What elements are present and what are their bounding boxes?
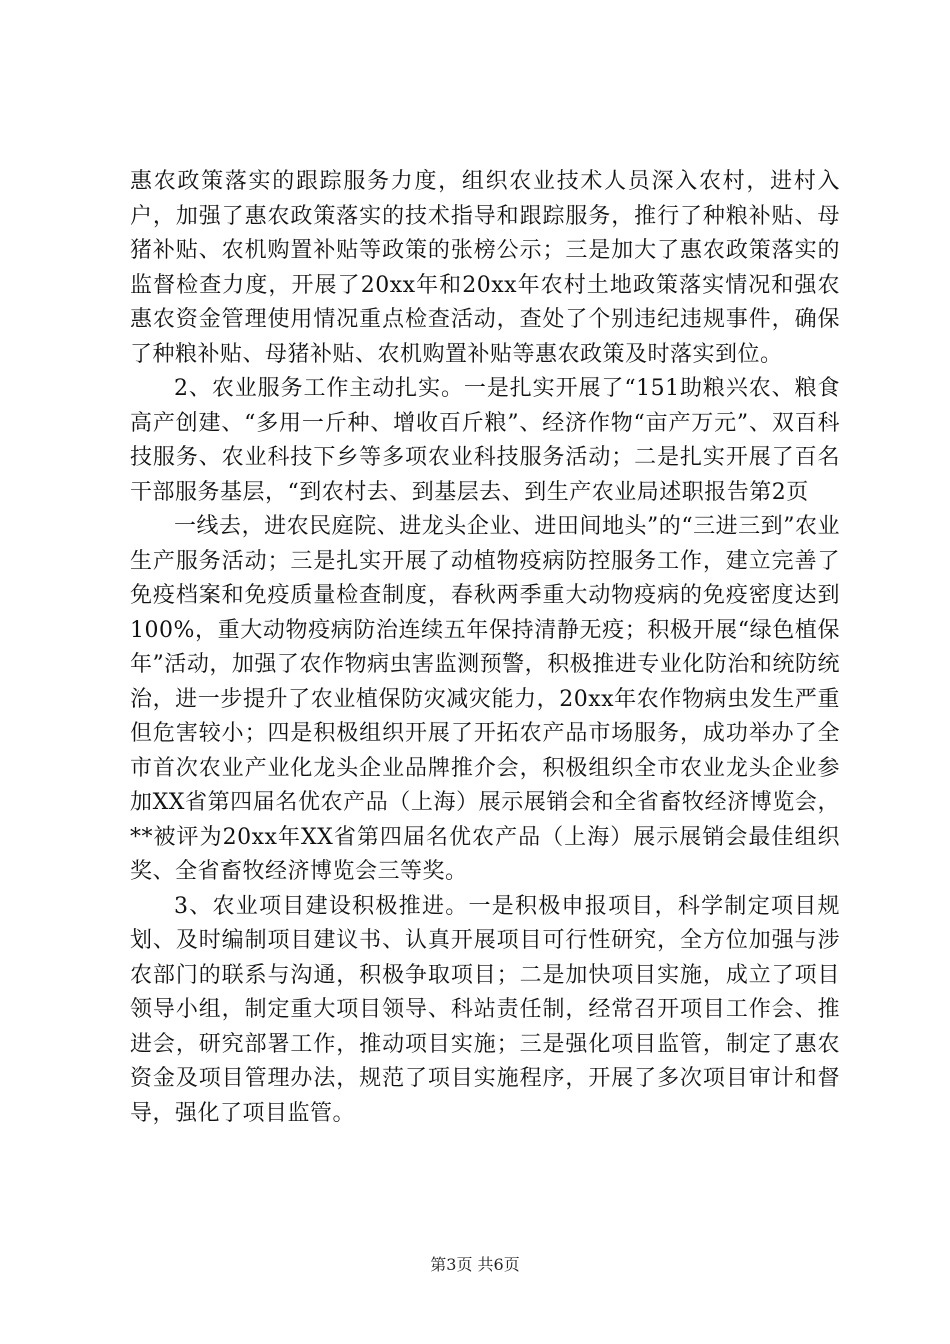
document-body <box>130 165 840 1131</box>
paragraph-continued: 惠农政策落实的跟踪服务力度，组织农业技术人员深入农村，进村入户，加强了惠农政策落实的技术指导和跟踪服务，推行了种粮补贴、母猪补贴、农机购置补贴等政策的张榜公示；三是加大了惠农政策落实的监督检查力度，开展了20xx年和20xx年农村土地政策落实情况和强农惠农资金管理使用情况重点检查活动，查处了个别违纪违规事件，确保了种粮补贴、母猪补贴、农机购置补贴等惠农政策及时落实到位。 <box>130 169 840 367</box>
page-footer: 第3页 共6页 <box>430 1255 520 1274</box>
paragraph-services-continued: 一线去，进农民庭院、进龙头企业、进田间地头”的“三进三到”农业生产服务活动；三是扎实开展了动植物疫病防控服务工作，建立完善了免疫档案和免疫质量检查制度，春秋两季重大动物疫病的免疫密度达到100%，重大动物疫病防治连续五年保持清静无疫；积极开展“绿色植保年”活动，加强了农作物病虫害监测预警，积极推进专业化防治和统防统治，进一步提升了农业植保防灾减灾能力，20xx年农作物病虫发生严重但危害较小；四是积极组织开展了开拓农产品市场服务，成功举办了全市首次农业产业化龙头企业品牌推介会，积极组织全市农业龙头企业参加XX省第四届名优农产品（上海）展示展销会和全省畜牧经济博览会，**被评为20xx年XX省第四届名优农产品（上海）展示展销会最佳组织奖、全省畜牧经济博览会三等奖。 <box>130 514 840 884</box>
paragraph-project-construction: 3、农业项目建设积极推进。一是积极申报项目，科学制定项目规划、及时编制项目建议书、认真开展项目可行性研究，全方位加强与涉农部门的联系与沟通，积极争取项目；二是加快项目实施，成立了项目领导小组，制定重大项目领导、科站责任制，经常召开项目工作会、推进会，研究部署工作，推动项目实施；三是强化项目监管，制定了惠农资金及项目管理办法，规范了项目实施程序，开展了多次项目审计和督导，强化了项目监管。 <box>130 893 840 1126</box>
paragraph-agricultural-services: 2、农业服务工作主动扎实。一是扎实开展了“151助粮兴农、粮食高产创建、“多用一斤种、增收百斤粮”、经济作物“亩产万元”、双百科技服务、农业科技下乡等多项农业科技服务活动；二是扎实开展了百名干部服务基层，“到农村去、到基层去、到生产农业局述职报告第2页 <box>130 376 840 505</box>
